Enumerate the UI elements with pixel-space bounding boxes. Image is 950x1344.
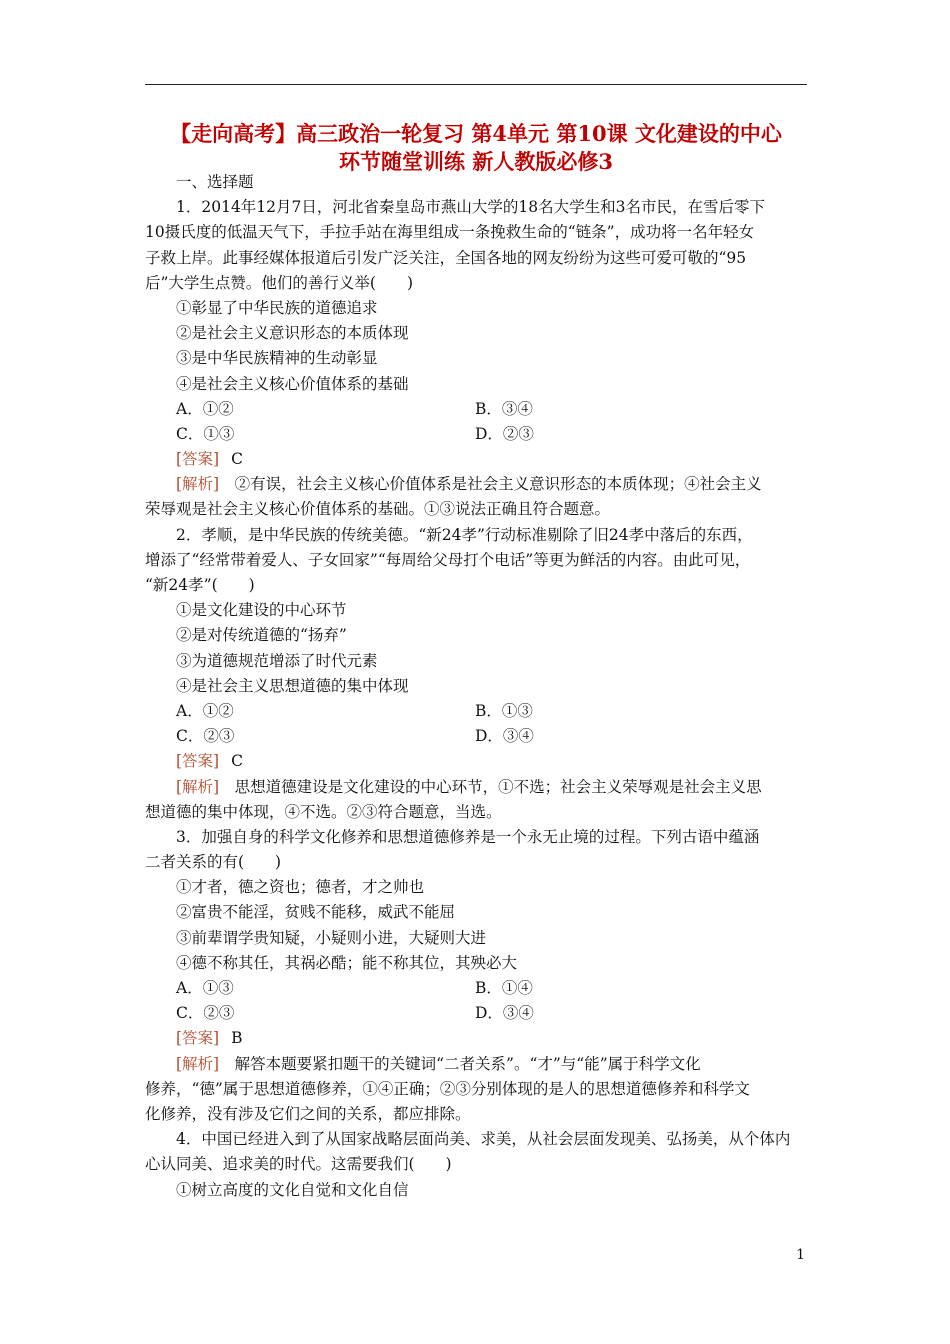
analysis-text: 解答本题要紧扣题干的关键词“二者关系”。“才”与“能”属于科学文化 bbox=[219, 1054, 701, 1073]
question-stem-line: 3．加强自身的科学文化修养和思想道德修养是一个永无止境的过程。下列古语中蕴涵 bbox=[176, 827, 760, 846]
statement-3: ③为道德规范增添了时代元素 bbox=[176, 651, 378, 670]
options-row bbox=[145, 422, 807, 447]
question-4 bbox=[145, 1127, 807, 1203]
option-b: B．③④ bbox=[475, 399, 533, 418]
statement-2: ②是社会主义意识形态的本质体现 bbox=[176, 324, 409, 343]
question-stem-line: 1．2014年12月7日，河北省秦皇岛市燕山大学的18名大学生和3名市民，在雪后零下 bbox=[176, 198, 765, 217]
question-stem-line: 4．中国已经进入到了从国家战略层面尚美、求美，从社会层面发现美、弘扬美，从个体内 bbox=[176, 1130, 791, 1149]
options-row bbox=[145, 397, 807, 422]
option-d: D．③④ bbox=[475, 1004, 534, 1023]
statement-1: ①树立高度的文化自觉和文化自信 bbox=[176, 1180, 409, 1199]
question-stem-line: 二者关系的有( ) bbox=[145, 853, 282, 872]
option-c: C．①③ bbox=[176, 424, 235, 443]
option-c: C．②③ bbox=[176, 727, 235, 746]
statement-1: ①是文化建设的中心环节 bbox=[176, 601, 347, 620]
question-stem-line: “新24孝”( ) bbox=[145, 576, 255, 594]
title-line-2: 环节随堂训练 新人教版必修3 bbox=[339, 149, 613, 174]
analysis-line: 化修养，没有涉及它们之间的关系，都应排除。 bbox=[145, 1104, 471, 1123]
analysis-tag: [解析] bbox=[176, 475, 220, 494]
options-row bbox=[145, 1001, 807, 1026]
analysis-tag: [解析] bbox=[176, 777, 220, 796]
statement-4: ④德不称其任，其祸必酷；能不称其位，其殃必大 bbox=[176, 953, 518, 972]
header-rule bbox=[145, 84, 807, 85]
option-b: B．①③ bbox=[475, 701, 533, 720]
answer-value: C bbox=[231, 450, 243, 469]
answer-line bbox=[145, 1026, 807, 1051]
question-3 bbox=[145, 825, 807, 1127]
document-title bbox=[145, 120, 807, 176]
statement-2: ②富贵不能淫，贫贱不能移，威武不能屈 bbox=[176, 903, 456, 922]
option-c: C．②③ bbox=[176, 1004, 235, 1023]
answer-value: B bbox=[231, 1029, 243, 1048]
question-stem-line: 增添了“经常带着爱人、子女回家”“每周给父母打个电话”等更为鲜活的内容。由此可见， bbox=[145, 550, 751, 569]
answer-tag: [答案] bbox=[176, 1029, 220, 1048]
answer-tag: [答案] bbox=[176, 752, 220, 771]
answer-line bbox=[145, 749, 807, 774]
analysis-line bbox=[145, 472, 807, 497]
analysis-text: 思想道德建设是文化建设的中心环节，①不选；社会主义荣辱观是社会主义思 bbox=[219, 777, 762, 796]
options-row bbox=[145, 976, 807, 1001]
question-stem-line: 心认同美、追求美的时代。这需要我们( ) bbox=[145, 1155, 452, 1174]
question-stem-line: 子救上岸。此事经媒体报道后引发广泛关注，全国各地的网友纷纷为这些可爱可敬的“95 bbox=[145, 248, 747, 267]
statement-4: ④是社会主义思想道德的集中体现 bbox=[176, 676, 409, 695]
analysis-line: 想道德的集中体现，④不选。②③符合题意，当选。 bbox=[145, 802, 502, 821]
statement-3: ③是中华民族精神的生动彰显 bbox=[176, 349, 378, 368]
option-a: A．①② bbox=[176, 399, 234, 418]
answer-value: C bbox=[231, 752, 243, 771]
question-stem-line: 后”大学生点赞。他们的善行义举( ) bbox=[145, 273, 414, 292]
statement-1: ①才者，德之资也；德者，才之帅也 bbox=[176, 878, 425, 897]
option-a: A．①② bbox=[176, 701, 234, 720]
analysis-tag: [解析] bbox=[176, 1054, 220, 1073]
option-d: D．③④ bbox=[475, 727, 534, 746]
analysis-line: 修养，“德”属于思想道德修养，①④正确；②③分别体现的是人的思想道德修养和科学文 bbox=[145, 1079, 750, 1098]
answer-line bbox=[145, 447, 807, 472]
document-body bbox=[145, 170, 807, 1203]
analysis-line: 荣辱观是社会主义核心价值体系的基础。①③说法正确且符合题意。 bbox=[145, 500, 611, 519]
question-stem-line: 10摄氏度的低温天气下，手拉手站在海里组成一条挽救生命的“链条”，成功将一名年轻女 bbox=[145, 223, 755, 242]
analysis-line bbox=[145, 1052, 807, 1077]
question-1 bbox=[145, 195, 807, 522]
option-a: A．①③ bbox=[176, 979, 234, 997]
analysis-text: ②有误，社会主义核心价值体系是社会主义意识形态的本质体现；④社会主义 bbox=[219, 475, 762, 494]
statement-3: ③前辈谓学贵知疑，小疑则小进，大疑则大进 bbox=[176, 928, 487, 947]
options-row bbox=[145, 724, 807, 749]
statement-2: ②是对传统道德的“扬弃” bbox=[176, 626, 347, 645]
question-2 bbox=[145, 523, 807, 825]
question-stem-line: 2．孝顺，是中华民族的传统美德。“新24孝”行动标准剔除了旧24孝中落后的东西， bbox=[176, 525, 753, 544]
answer-tag: [答案] bbox=[176, 450, 220, 469]
statement-4: ④是社会主义核心价值体系的基础 bbox=[176, 374, 409, 393]
options-row bbox=[145, 699, 807, 724]
option-b: B．①④ bbox=[475, 979, 533, 997]
statement-1: ①彰显了中华民族的道德追求 bbox=[176, 298, 378, 317]
section-heading: 一、选择题 bbox=[176, 173, 254, 191]
page-number: 1 bbox=[796, 1247, 805, 1263]
analysis-line bbox=[145, 775, 807, 800]
title-line-1: 【走向高考】高三政治一轮复习 第4单元 第10课 文化建设的中心 bbox=[170, 121, 782, 146]
option-d: D．②③ bbox=[475, 424, 534, 443]
